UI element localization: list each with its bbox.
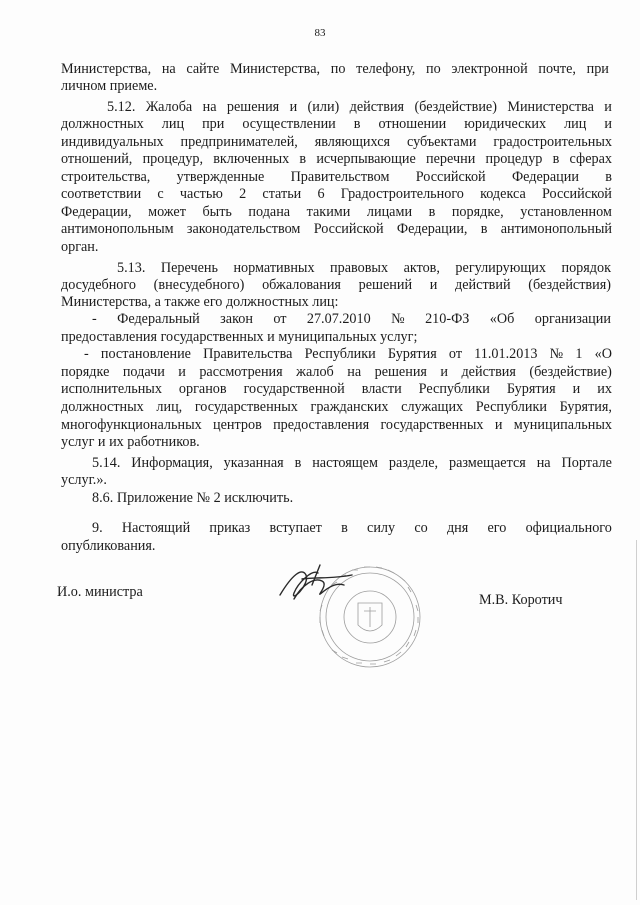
word: и: [289, 99, 298, 115]
word: процедур: [485, 151, 543, 167]
word: на: [202, 99, 217, 115]
word: государственных: [380, 417, 484, 433]
word: настоящем: [312, 455, 378, 471]
word: утвержденные: [176, 169, 265, 185]
word: и: [440, 364, 448, 380]
word: от: [273, 311, 287, 327]
word: в: [353, 116, 361, 132]
word: «О: [594, 346, 612, 362]
word: антимонопольный: [500, 221, 612, 237]
word: при: [202, 116, 225, 132]
word: 5.14.: [92, 455, 121, 471]
text-line: [61, 170, 612, 184]
word: обжалования: [262, 277, 341, 293]
text-line: [61, 222, 612, 236]
text-line: услуг.».: [61, 472, 107, 488]
text-line: [61, 418, 612, 432]
word: рассмотрения: [199, 364, 283, 380]
text-line: опубликования.: [61, 538, 156, 554]
word: №: [549, 346, 564, 362]
word: может: [148, 204, 186, 220]
word: Портале: [561, 455, 612, 471]
word: в: [552, 151, 560, 167]
word: гражданских: [310, 399, 389, 415]
word: Информация,: [131, 455, 213, 471]
text-line: [61, 62, 609, 76]
text-line: [92, 521, 612, 535]
word: осуществлении: [242, 116, 336, 132]
word: на: [161, 61, 176, 77]
word: 5.13.: [117, 260, 146, 276]
word: почте,: [538, 61, 576, 77]
word: (или): [307, 99, 340, 115]
word: Федерации,: [61, 204, 132, 220]
word: Правительства: [203, 346, 293, 362]
word: Настоящий: [121, 520, 191, 536]
word: (бездействие): [414, 99, 497, 115]
word: должностных: [61, 399, 144, 415]
word: порядке: [61, 364, 110, 380]
word: 6: [317, 186, 325, 202]
word: подачи: [122, 364, 165, 380]
word: Министерства: [507, 99, 594, 115]
word: юридических: [464, 116, 547, 132]
word: в: [341, 520, 348, 536]
word: приказ: [209, 520, 251, 536]
signatory-position: И.о. министра: [57, 584, 143, 600]
word: сайте: [186, 61, 220, 77]
word: Российской: [415, 169, 486, 185]
word: процедур,: [142, 151, 203, 167]
text-line: [84, 347, 612, 361]
word: №: [391, 311, 405, 327]
text-line: личном приеме.: [61, 78, 158, 94]
word: актов,: [403, 260, 440, 276]
word: лиц,: [156, 399, 183, 415]
word: Российской: [541, 186, 612, 202]
word: исчерпывающие: [316, 151, 416, 167]
word: закон: [220, 311, 253, 327]
word: со: [414, 520, 428, 536]
word: строительства,: [61, 169, 151, 185]
word: Федерации,: [396, 221, 468, 237]
word: телефону,: [356, 61, 416, 77]
word: органов: [178, 381, 227, 397]
word: отношений,: [61, 151, 133, 167]
text-line: [61, 400, 612, 414]
word: предпринимателей,: [180, 134, 298, 150]
word: (внесудебного): [153, 277, 245, 293]
word: Российской: [313, 221, 384, 237]
word: многофункциональных: [61, 417, 202, 433]
word: досудебного: [61, 277, 136, 293]
word: в: [428, 204, 436, 220]
word: по: [330, 61, 346, 77]
word: подана: [248, 204, 291, 220]
word: и: [494, 417, 503, 433]
word: являющихся: [314, 134, 391, 150]
word: быть: [202, 204, 232, 220]
word: законодательством: [186, 221, 301, 237]
text-line: [117, 261, 611, 275]
word: Республики: [418, 381, 490, 397]
word: с: [157, 186, 164, 202]
word: в: [480, 221, 488, 237]
word: в: [605, 169, 612, 185]
word: на: [347, 364, 362, 380]
word: дня: [446, 520, 469, 536]
word: Федерации: [511, 169, 579, 185]
word: правовых: [330, 260, 389, 276]
word: в: [294, 455, 302, 471]
word: жалоб: [296, 364, 334, 380]
word: постановление: [100, 346, 191, 362]
word: 27.07.2010: [306, 311, 371, 327]
word: государственной: [243, 381, 345, 397]
word: Федеральный: [117, 311, 200, 327]
word: центров: [213, 417, 262, 433]
word: сферах: [569, 151, 612, 167]
word: перечни: [426, 151, 476, 167]
word: указанная: [223, 455, 284, 471]
word: отношении: [378, 116, 447, 132]
text-line: [61, 135, 612, 149]
word: действий: [455, 277, 511, 293]
text-line: [92, 456, 612, 470]
word: -: [92, 311, 97, 327]
word: установленном: [520, 204, 612, 220]
word: официального: [525, 520, 612, 536]
text-line: [61, 152, 612, 166]
word: Градостроительного: [340, 186, 464, 202]
text-line: услуг и их работников.: [61, 434, 200, 450]
word: Жалоба: [145, 99, 193, 115]
word: действия: [461, 364, 516, 380]
page-number: 83: [314, 27, 326, 39]
word: (бездействия): [528, 277, 611, 293]
word: кодекса: [480, 186, 526, 202]
text-line: [61, 278, 611, 292]
word: статьи: [262, 186, 302, 202]
text-line: орган.: [61, 239, 99, 255]
word: лиц: [161, 116, 185, 132]
word: власти: [361, 381, 402, 397]
text-line: предоставления государственных и муниципальных услуг;: [61, 329, 418, 345]
word: от: [448, 346, 463, 362]
word: 5.12.: [107, 99, 136, 115]
word: электронной: [451, 61, 528, 77]
word: 9.: [92, 520, 103, 536]
word: решения: [226, 99, 280, 115]
word: и: [604, 116, 612, 132]
word: муниципальных: [513, 417, 612, 433]
word: лицами: [366, 204, 413, 220]
word: субъектами: [406, 134, 477, 150]
word: при: [586, 61, 609, 77]
word: Республики: [475, 399, 547, 415]
word: порядке,: [451, 204, 504, 220]
text-line: [61, 365, 612, 379]
text-line: 8.6. Приложение № 2 исключить.: [92, 490, 294, 506]
word: -: [84, 346, 89, 362]
word: силу: [367, 520, 396, 536]
word: Министерства,: [61, 61, 152, 77]
word: и: [604, 99, 612, 115]
word: их: [597, 381, 612, 397]
word: на: [536, 455, 551, 471]
word: Бурятия,: [559, 399, 612, 415]
word: служащих: [401, 399, 464, 415]
word: Перечень: [160, 260, 218, 276]
word: решений: [358, 277, 413, 293]
word: порядок: [561, 260, 611, 276]
text-line: [61, 117, 612, 131]
seal-stamp-icon: [272, 555, 442, 670]
word: исполнительных: [61, 381, 162, 397]
word: 11.01.2013: [474, 346, 538, 362]
word: предоставления: [273, 417, 370, 433]
word: «Об: [489, 311, 515, 327]
word: 210-ФЗ: [425, 311, 470, 327]
word: государственных: [194, 399, 298, 415]
word: соответствии: [61, 186, 142, 202]
word: 1: [575, 346, 583, 362]
word: градостроительных: [493, 134, 612, 150]
word: Бурятия: [387, 346, 437, 362]
word: Правительством: [290, 169, 390, 185]
word: организации: [534, 311, 611, 327]
text-line: Министерства, а также его должностных лиц:: [61, 294, 339, 310]
word: (бездействие): [529, 364, 612, 380]
word: должностных: [61, 116, 144, 132]
word: регулирующих: [455, 260, 546, 276]
word: 2: [239, 186, 247, 202]
scan-edge-line: [636, 540, 637, 900]
word: Республики: [304, 346, 376, 362]
word: вступает: [269, 520, 322, 536]
word: нормативных: [233, 260, 315, 276]
word: антимонопольным: [61, 221, 174, 237]
word: и: [178, 364, 186, 380]
word: Министерства,: [229, 61, 321, 77]
text-line: [107, 100, 612, 114]
text-line: [92, 312, 611, 326]
word: и: [429, 277, 438, 293]
word: лиц: [564, 116, 587, 132]
text-line: [61, 187, 612, 201]
word: действия: [349, 99, 405, 115]
word: включенных: [213, 151, 290, 167]
word: Бурятия: [506, 381, 556, 397]
text-line: [61, 205, 612, 219]
word: его: [487, 520, 507, 536]
word: размещается: [448, 455, 526, 471]
word: индивидуальных: [61, 134, 164, 150]
word: разделе,: [388, 455, 439, 471]
word: решения: [374, 364, 427, 380]
signatory-name: М.В. Коротич: [479, 592, 563, 608]
word: частью: [179, 186, 223, 202]
word: и: [572, 381, 581, 397]
word: по: [426, 61, 441, 77]
word: в: [299, 151, 307, 167]
word: такими: [306, 204, 351, 220]
text-line: [61, 382, 612, 396]
